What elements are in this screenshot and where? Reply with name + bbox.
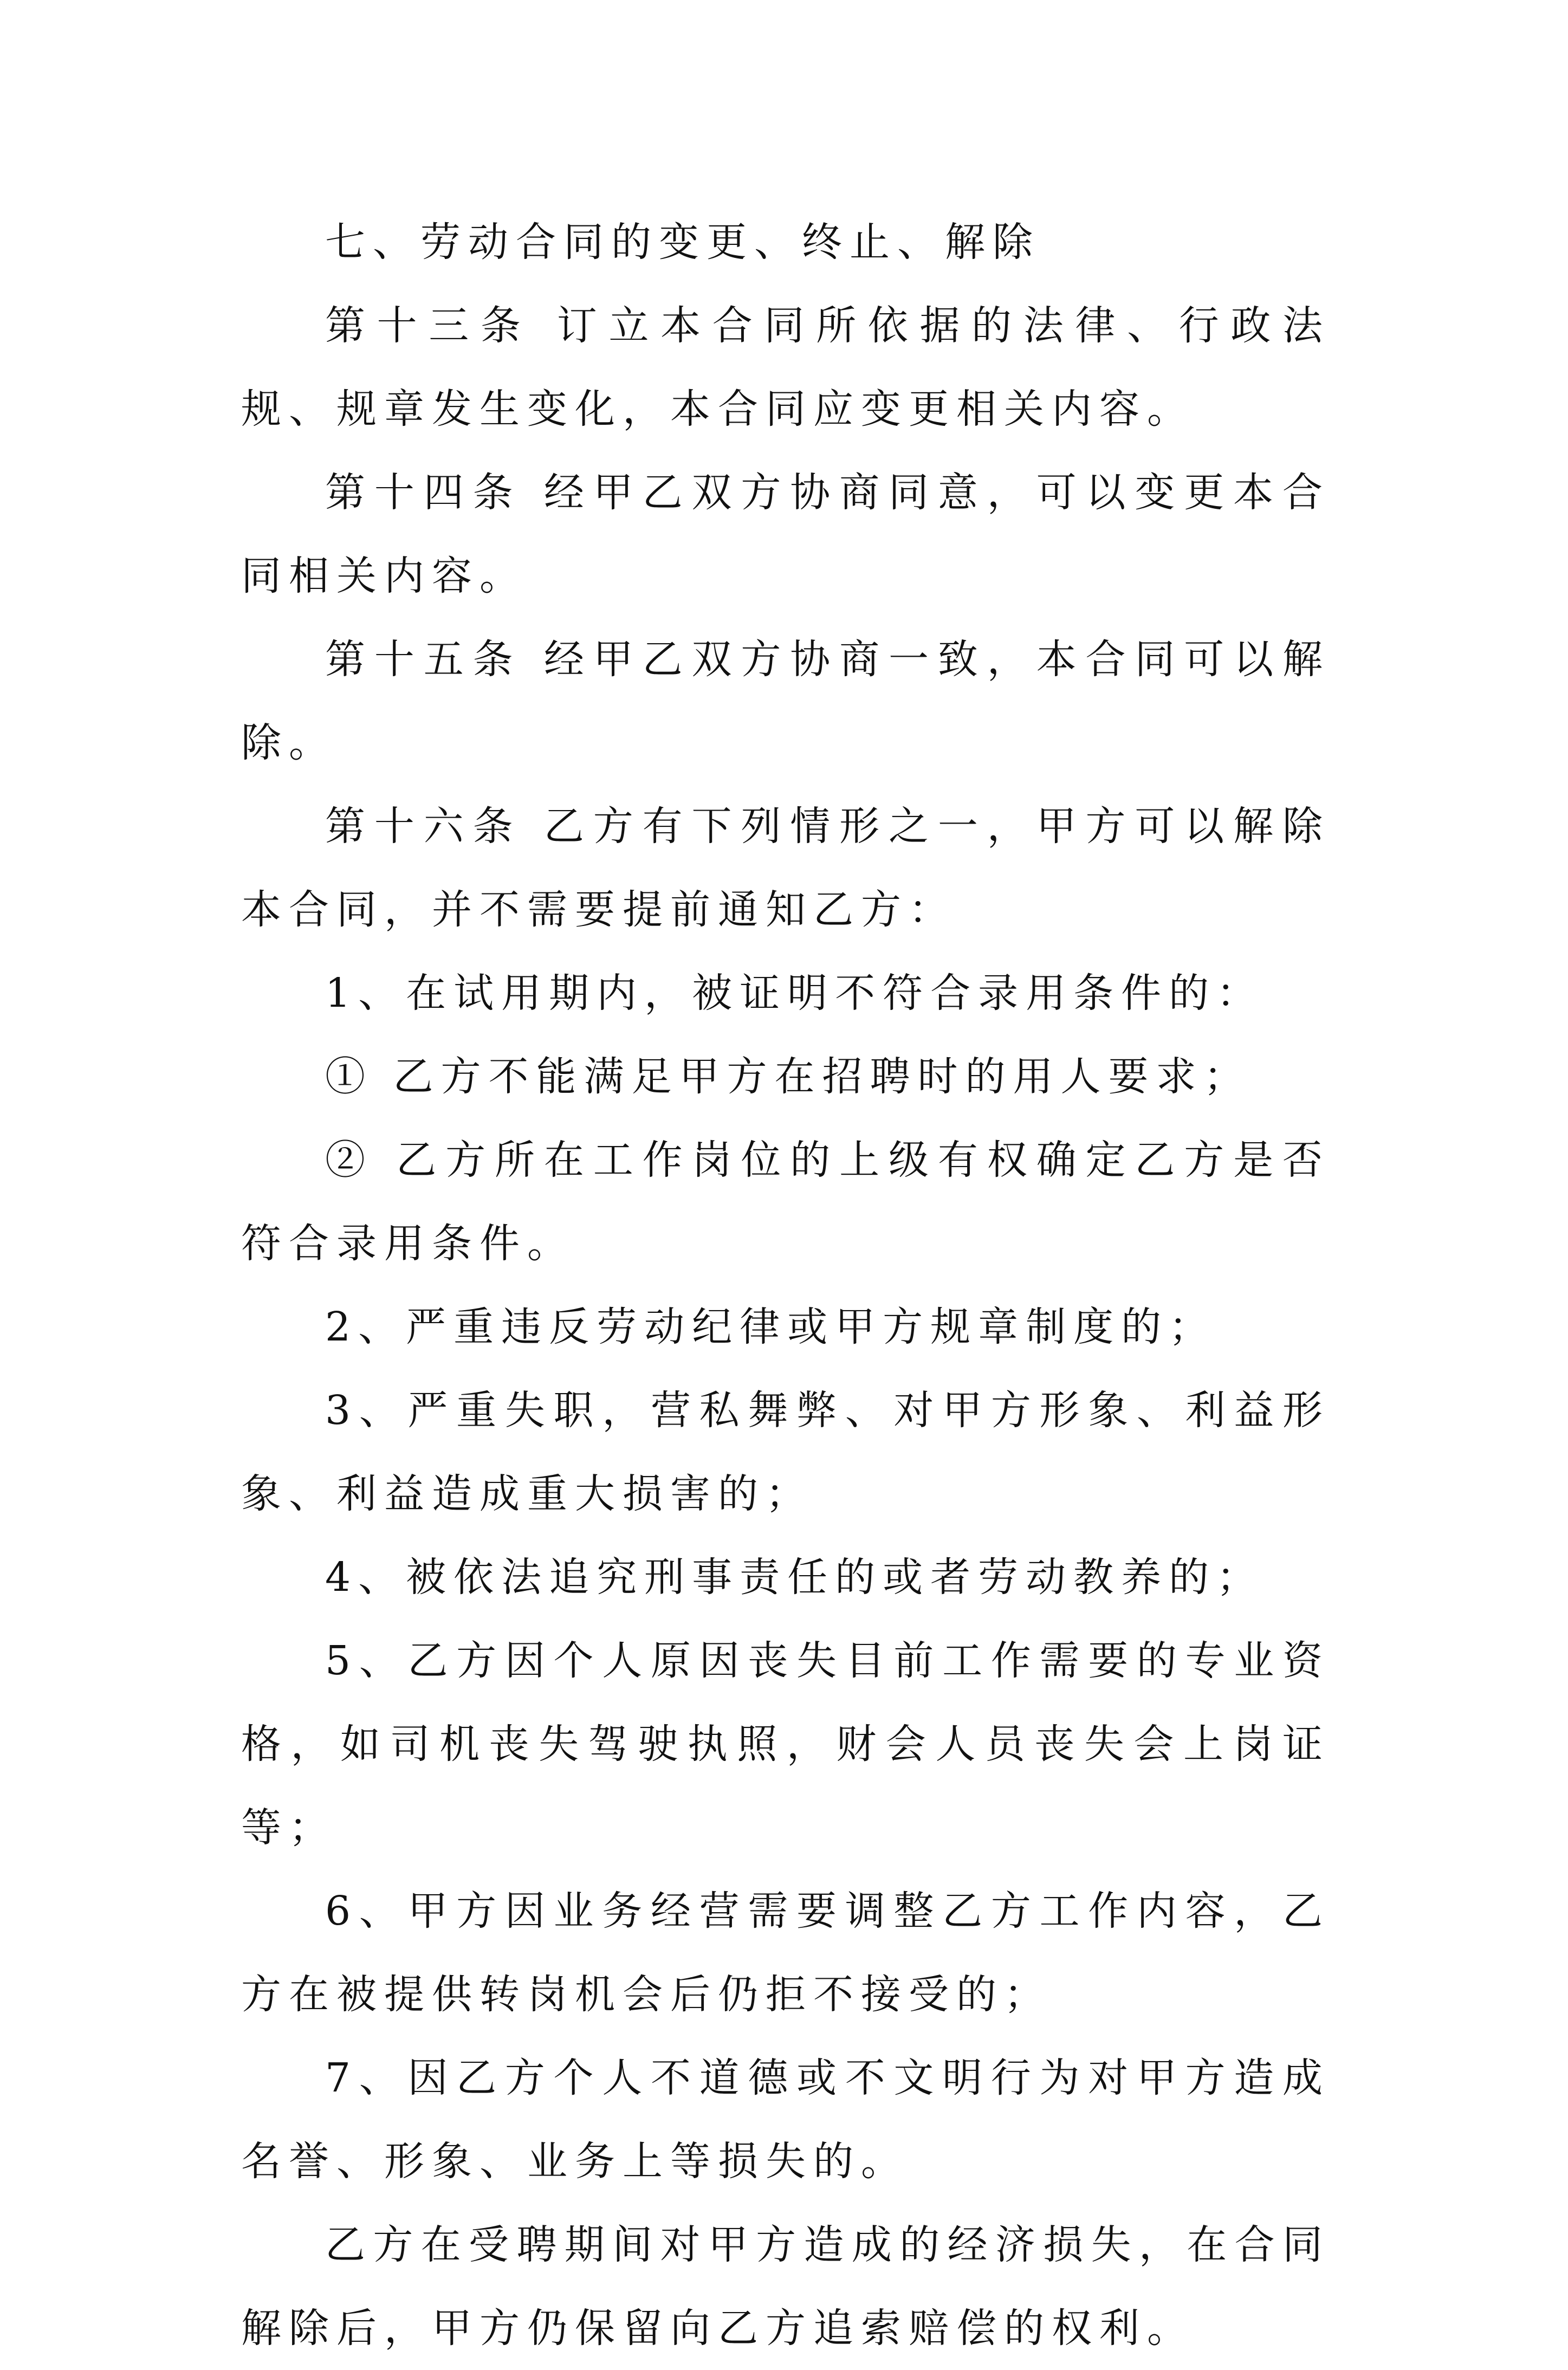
article-13: 第十三条 订立本合同所依据的法律、行政法规、规章发生变化，本合同应变更相关内容。 [241,302,1330,432]
article-14: 第十四条 经甲乙双方协商同意，可以变更本合同相关内容。 [241,469,1330,599]
clause-2: 2、严重违反劳动纪律或甲方规章制度的； [325,1304,1217,1350]
clause-1-sub-2: ② 乙方所在工作岗位的上级有权确定乙方是否符合录用条件。 [241,1137,1330,1267]
article-15: 第十五条 经甲乙双方协商一致，本合同可以解除。 [241,636,1330,766]
clause-3: 3、严重失职，营私舞弊、对甲方形象、利益形象、利益造成重大损害的； [241,1387,1330,1517]
clause-7: 7、因乙方个人不道德或不文明行为对甲方造成名誉、形象、业务上等损失的。 [241,2055,1330,2185]
contract-text [241,200,1330,2370]
clause-5: 5、乙方因个人原因丧失目前工作需要的专业资格，如司机丧失驾驶执照，财会人员丧失会上岗证等； [241,1637,1330,1851]
clause-4: 4、被依法追究刑事责任的或者劳动教养的； [325,1554,1265,1601]
clause-1-sub-1: ① 乙方不能满足甲方在招聘时的用人要求； [325,1053,1252,1100]
clause-1: 1、在试用期内，被证明不符合录用条件的： [325,970,1265,1016]
closing-paragraph: 乙方在受聘期间对甲方造成的经济损失，在合同解除后，甲方仍保留向乙方追索赔偿的权利。 [241,2222,1330,2352]
clause-6: 6、甲方因业务经营需要调整乙方工作内容，乙方在被提供转岗机会后仍拒不接受的； [241,1888,1330,2018]
article-16: 第十六条 乙方有下列情形之一，甲方可以解除本合同，并不需要提前通知乙方： [241,803,1330,933]
section-heading: 七、劳动合同的变更、终止、解除 [325,219,1040,266]
